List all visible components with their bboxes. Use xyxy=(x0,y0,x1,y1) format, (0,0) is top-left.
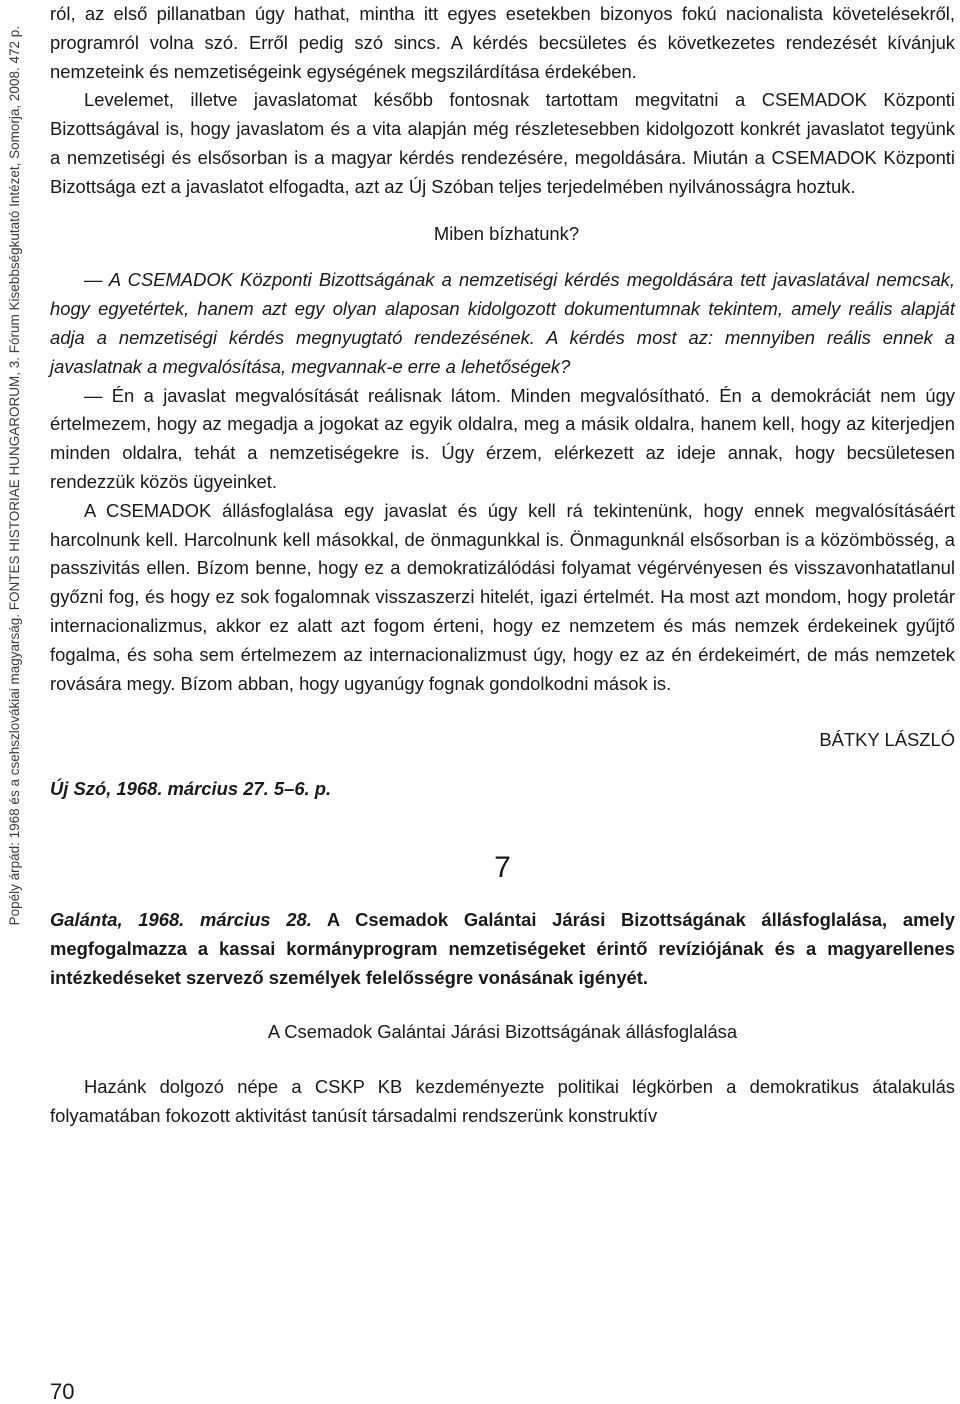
side-citation: Popély árpád: 1968 és a csehszlovákiai magyarság. FONTES HISTORIAE HUNGARORUM, 3. Fórum Kisebbségkutató Intézet, Somorja, 2008. 472 p. xyxy=(7,26,22,926)
document-heading xyxy=(50,906,955,992)
paragraph-csemadok: A CSEMADOK állásfoglalása egy javaslat és úgy kell rá tekintenünk, hogy ennek megvalósításáért harcolnunk kell. Harcolnunk kell másokkal, de önmagunkkal is. Önmagunknál elsősorban is a közömbösség, a passzivitás ellen. Bízom benne, hogy ez a demokratizálódási folyamat végérvényesen és visszavonhatatlanul győzni fog, és hogy ez sok fogalomnak visszaszerzi hitelét, igazi értelmét. Ha most azt mondom, hogy proletár internacionalizmus, akkor ez alatt azt fogom érteni, hogy ez nemzetem és más nemzek érdekeinek gyűjtő fogalma, és soha sem értelmezem az internacionalizmust úgy, hogy ez az én érdekeimért, de más nemzetek rovására megy. Bízom abban, hogy ugyanúgy fognak gondolkodni mások is. xyxy=(50,499,955,694)
interview-answer: — Én a javaslat megvalósítását reálisnak látom. Minden megvalósítható. Én a demokráciát nem úgy értelmezem, hogy az megadja a jogokat az egyik oldalra, meg a másik oldalra, hanem kell, hogy az kiterjedjen minden oldalra, tehát a nemzetiségekre is. Úgy érzem, elérkezett az ideje annak, hogy becsületesen rendezzük közös ügyeinket. xyxy=(50,384,955,492)
top-paragraph: ról, az első pillanatban úgy hathat, mintha itt egyes esetekben bizonyos fokú nacionalista követelésekről, programról volna szó. Erről pedig szó sincs. A kérdés becsületes és következetes rendezését kívánjuk nemzeteink és nemzetiségeink egységének megszilárdítása érdekében. xyxy=(50,3,955,82)
paragraph-levelemet: Levelemet, illetve javaslatomat később fontosnak tartottam megvitatni a CSEMADOK Központi Bizottságával is, hogy javaslatom és a vita alapján még részletesebben kidolgozott konkrét javaslatot tegyünk a nemzetiségi és elsősorban is a magyar kérdés rendezésére, megoldására. Miután a CSEMADOK Központi Bizottsága ezt a javaslatot elfogadta, azt az Új Szóban teljes terjedelmében nyilvánosságra hoztuk. xyxy=(50,89,955,197)
subheading: Miben bízhatunk? xyxy=(433,222,580,244)
final-paragraph: Hazánk dolgozó népe a CSKP KB kezdeményezte politikai légkörben a demokratikus átalakulás folyamatában fokozott aktivitást tanúsít társadalmi rendszerünk konstruktív xyxy=(50,1076,955,1126)
heading-summary: A Csemadok Galántai Járási Bizottságának állásfoglalása, amely megfogalmazza a kassai kormányprogram nemzetiségeket érintő revíziójának és a magyarellenes intézkedéseket szervező személyek felelősségre vonásának igényét. xyxy=(50,908,955,988)
page-content xyxy=(50,0,955,1131)
page-number: 70 xyxy=(50,1379,75,1404)
signature: BÁTKY LÁSZLÓ xyxy=(819,729,955,751)
heading-date: Galánta, 1968. március 28. xyxy=(50,908,312,930)
interview-question: — A CSEMADOK Központi Bizottságának a nemzetiségi kérdés megoldására tett javaslatával nemcsak, hogy egyetértek, hanem azt egy olyan alaposan kidolgozott dokumentumnak tekintem, amely reális alapját adja a nemzetiségi kérdés megnyugtató rendezésének. A kérdés most az: mennyiben reális ennek a javaslatnak a megvalósítása, megvannak-e erre a lehetőségek? xyxy=(50,269,955,377)
source-citation: Új Szó, 1968. március 27. 5–6. p. xyxy=(50,778,332,800)
document-number: 7 xyxy=(494,850,511,884)
document-title: A Csemadok Galántai Járási Bizottságának állásfoglalása xyxy=(267,1021,738,1043)
